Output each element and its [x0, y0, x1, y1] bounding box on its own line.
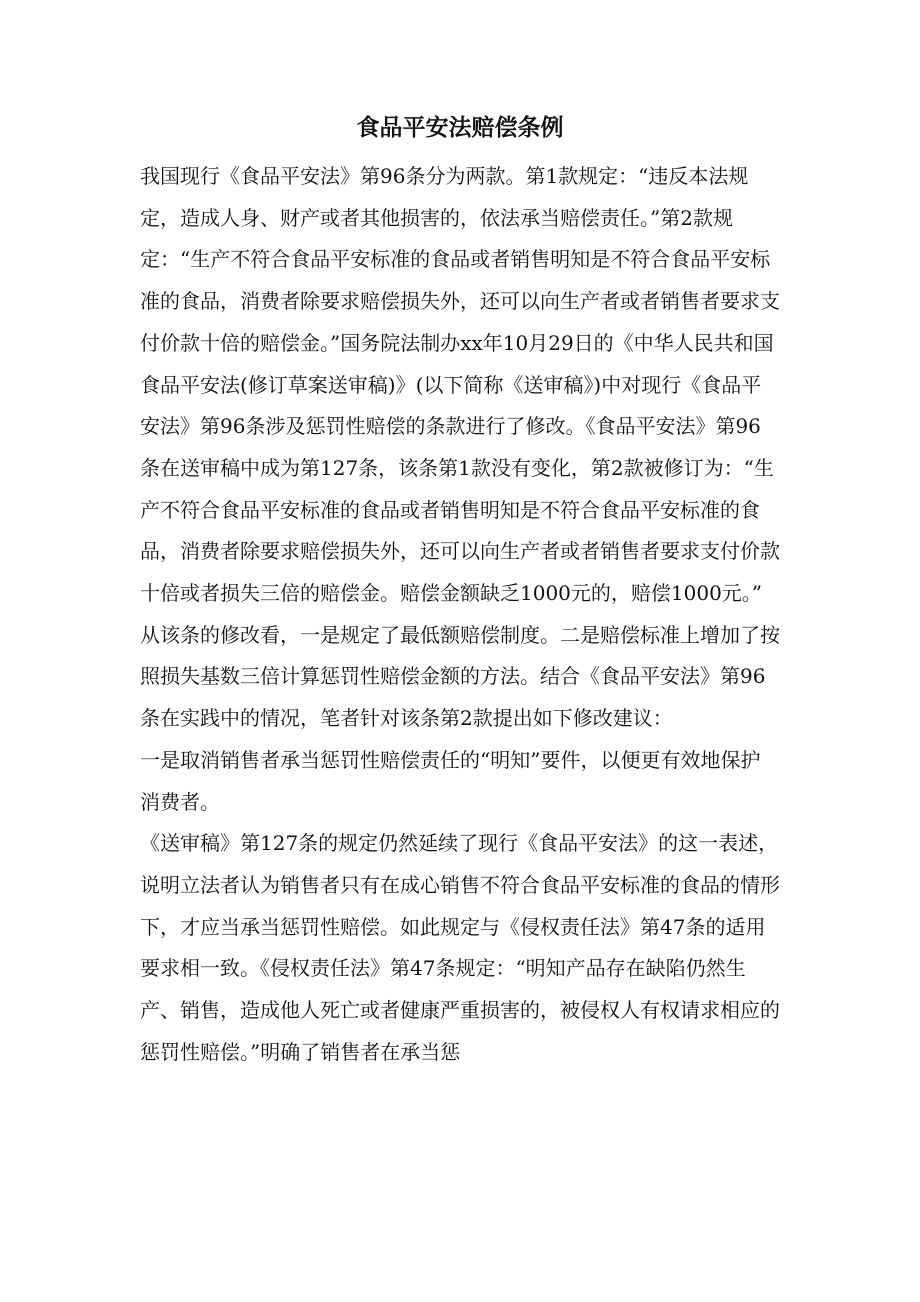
paragraph-tort-law-comparison: 《送审稿》第127条的规定仍然延续了现行《食品平安法》的这一表述，说明立法者认为销售者只有在成心销售不符合食品平安标准的食品的情形下，才应当承当惩罚性赔偿。如此规定与《侵权责任法》第47条的适用要求相一致。《侵权责任法》第47条规定：“明知产品存在缺陷仍然生产、销售，造成他人死亡或者健康严重损害的，被侵权人有权请求相应的惩罚性赔偿。”明确了销售者在承当惩 — [140, 831, 780, 1064]
paragraph-amendment-analysis: 从该条的修改看，一是规定了最低额赔偿制度。二是赔偿标准上增加了按照损失基数三倍计算惩罚性赔偿金额的方法。结合《食品平安法》第96条在实践中的情况，笔者针对该条第2款提出如下修改建议： — [140, 622, 780, 731]
paragraph-article-96-revision: 我国现行《食品平安法》第96条分为两款。第1款规定：“违反本法规定，造成人身、财产或者其他损害的，依法承当赔偿责任。”第2款规定：“生产不符合食品平安标准的食品或者销售明知是不符合食品平安标准的食品，消费者除要求赔偿损失外，还可以向生产者或者销售者要求支付价款十倍的赔偿金。”国务院法制办xx年10月29日的《中华人民共和国食品平安法(修订草案送审稿)》(以下简称《送审稿》)中对现行《食品平安法》第96条涉及惩罚性赔偿的条款进行了修改。《食品平安法》第96条在送审稿中成为第127条，该条第1款没有变化，第2款被修订为：“生产不符合食品平安标准的食品或者销售明知是不符合食品平安标准的食品，消费者除要求赔偿损失外，还可以向生产者或者销售者要求支付价款十倍或者损失三倍的赔偿金。赔偿金额缺乏1000元的，赔偿1000元。” — [140, 164, 780, 606]
document-body — [140, 156, 780, 1073]
paragraph-suggestion-one: 一是取消销售者承当惩罚性赔偿责任的“明知”要件，以便更有效地保护消费者。 — [140, 747, 761, 814]
document-title: 食品平安法赔偿条例 — [356, 114, 564, 141]
